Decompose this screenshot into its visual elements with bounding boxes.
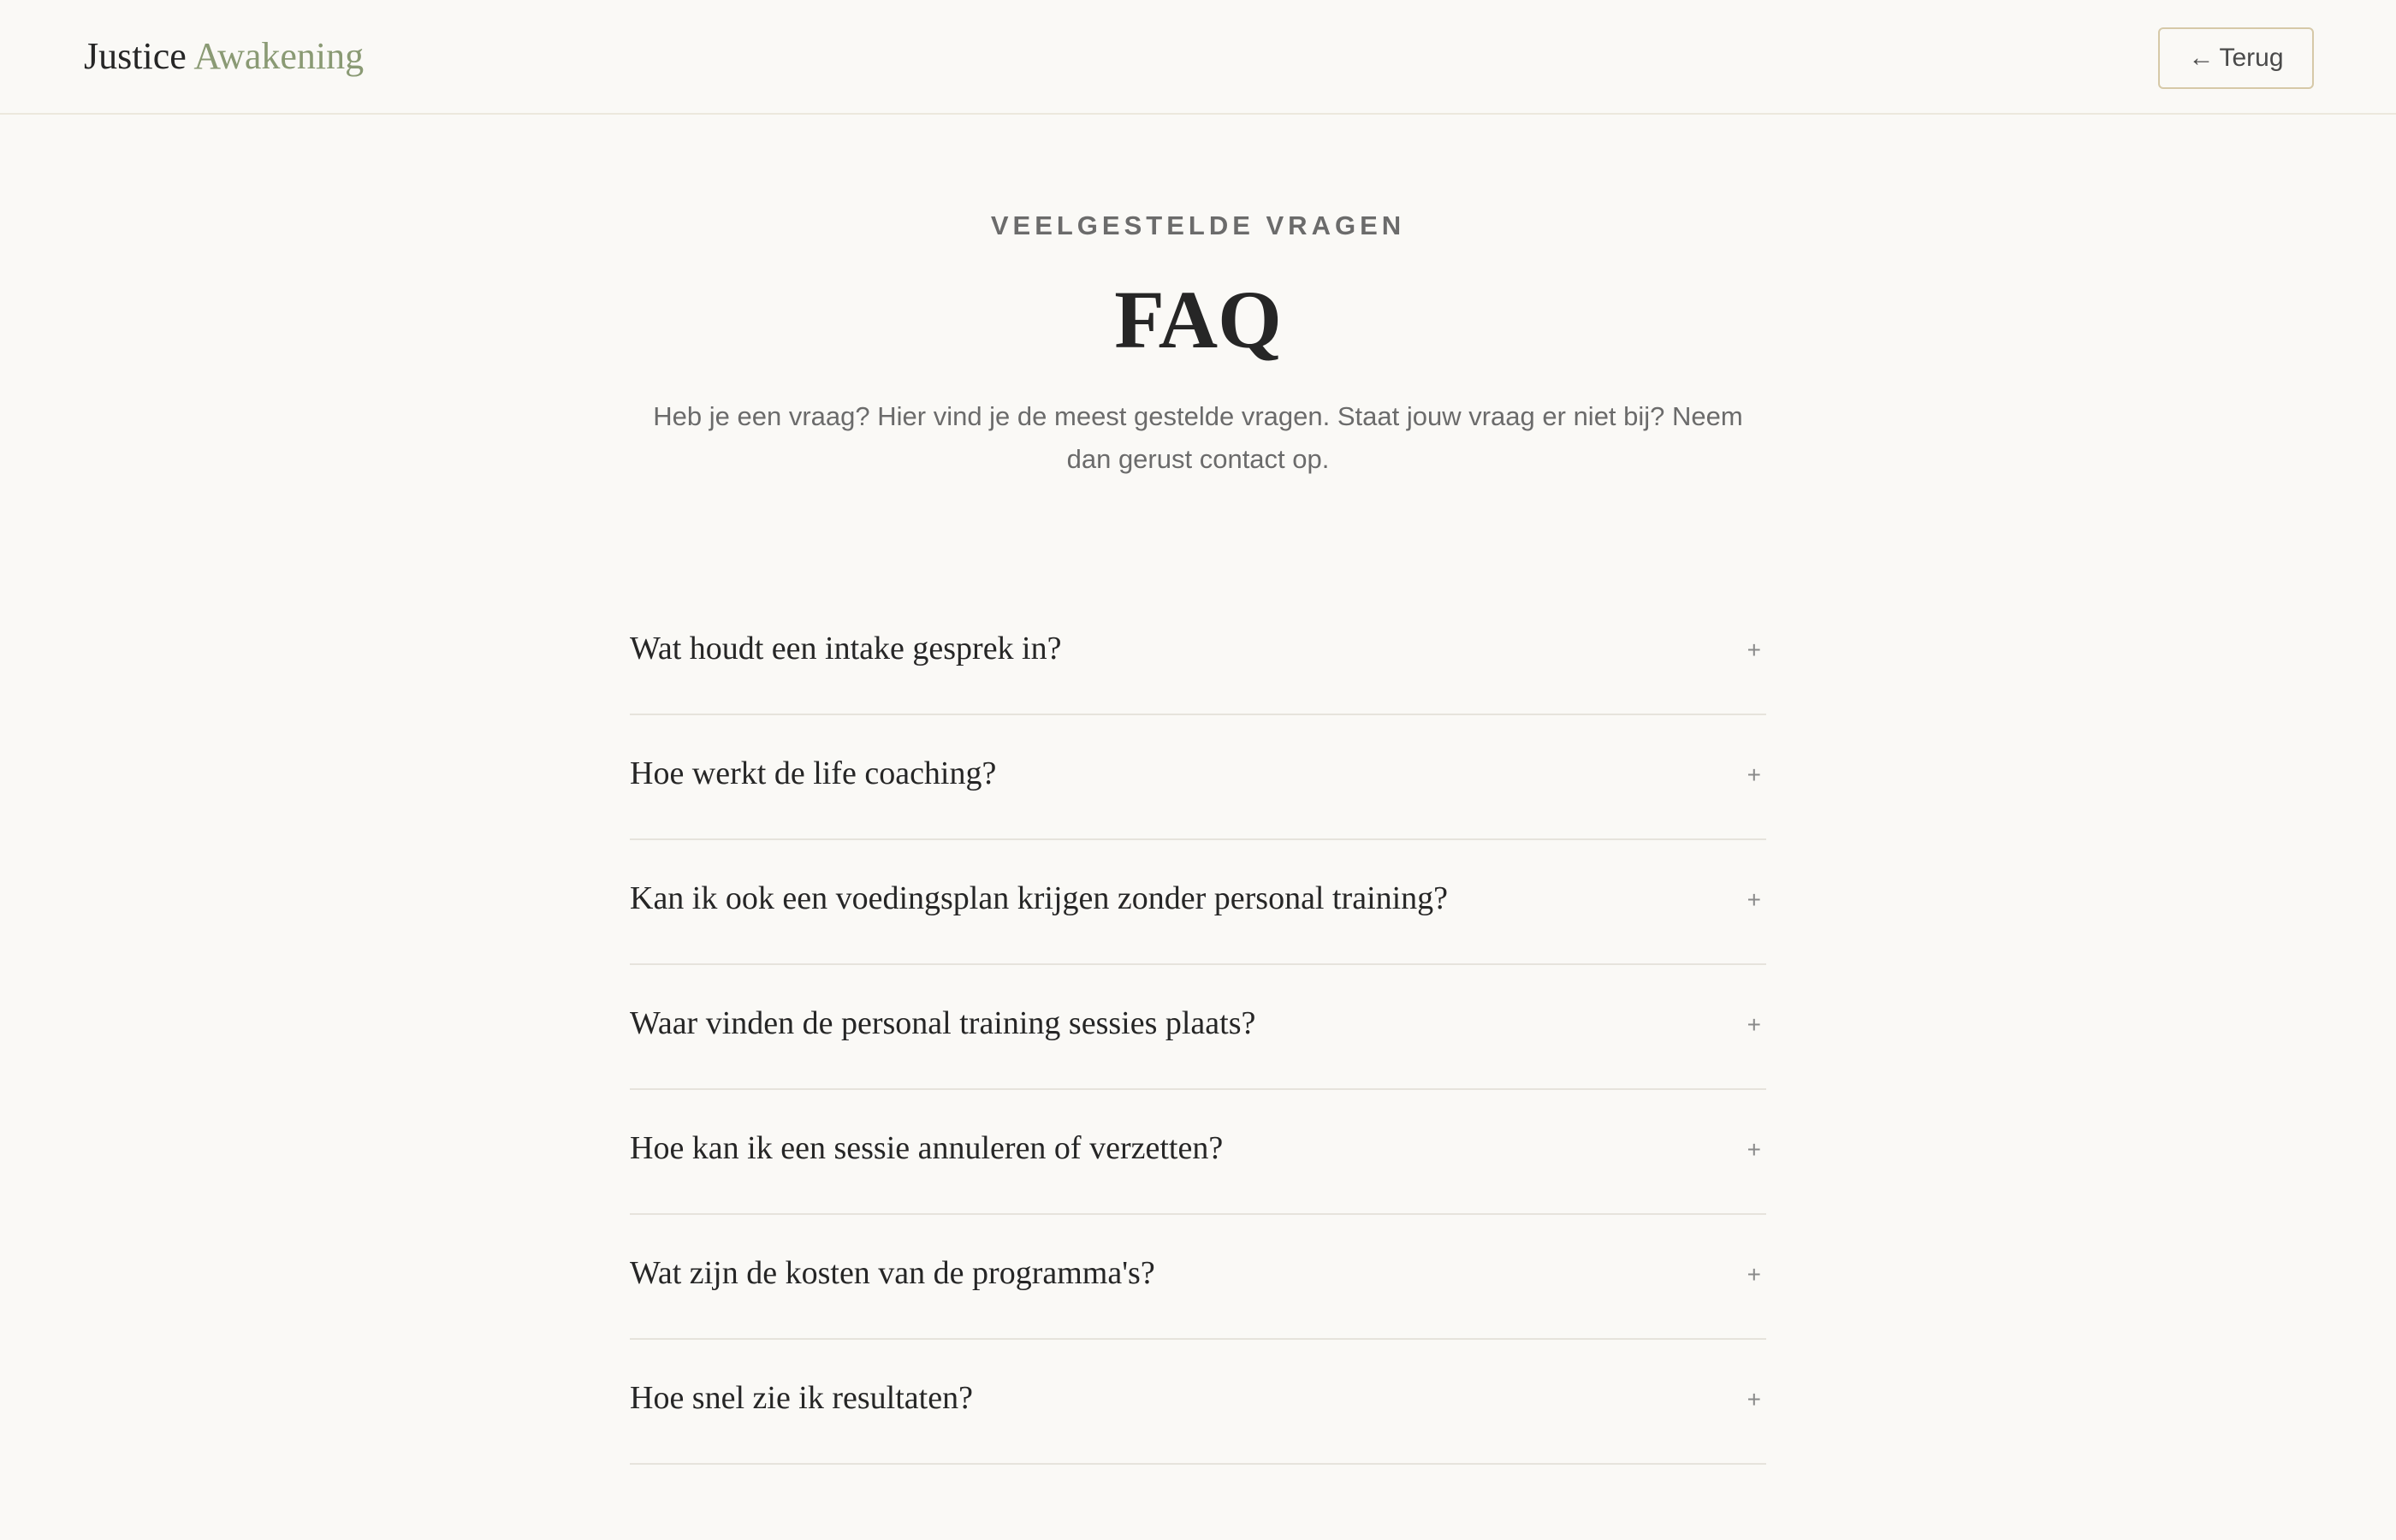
- faq-question: Wat zijn de kosten van de programma's?: [630, 1255, 1155, 1291]
- faq-question: Hoe kan ik een sessie annuleren of verzetten?: [630, 1130, 1224, 1166]
- back-button-label: Terug: [2219, 44, 2284, 72]
- faq-item[interactable]: [630, 1215, 1766, 1340]
- plus-icon[interactable]: +: [1747, 1136, 1761, 1163]
- plus-icon[interactable]: +: [1747, 637, 1761, 663]
- plus-icon[interactable]: +: [1747, 1011, 1761, 1038]
- intro-text: Heb je een vraag? Hier vind je de meest gestelde vragen. Staat jouw vraag er niet bij? Neem dan gerust contact op.: [653, 401, 1743, 474]
- faq-item[interactable]: [630, 840, 1766, 965]
- faq-question: Hoe werkt de life coaching?: [630, 755, 997, 791]
- faq-question: Waar vinden de personal training sessies plaats?: [630, 1005, 1256, 1041]
- faq-item[interactable]: [630, 590, 1766, 715]
- faq-item[interactable]: [630, 715, 1766, 840]
- plus-icon[interactable]: +: [1747, 1386, 1761, 1413]
- faq-item[interactable]: [630, 965, 1766, 1090]
- faq-question: Kan ik ook een voedingsplan krijgen zonder personal training?: [630, 880, 1449, 916]
- page-title: FAQ: [1114, 274, 1282, 365]
- arrow-left-icon: ←: [2188, 44, 2215, 72]
- faq-item[interactable]: [630, 1340, 1766, 1465]
- logo[interactable]: [84, 33, 364, 80]
- faq-list: [630, 590, 1766, 1465]
- site-header: [0, 0, 2396, 115]
- section-eyebrow: VEELGESTELDE VRAGEN: [990, 210, 1406, 240]
- logo-accent-text: Awakening: [193, 35, 365, 77]
- plus-icon[interactable]: +: [1747, 761, 1761, 788]
- logo-primary-text: Justice: [84, 35, 187, 77]
- plus-icon[interactable]: +: [1747, 1261, 1761, 1288]
- faq-question: Wat houdt een intake gesprek in?: [630, 631, 1062, 666]
- faq-item[interactable]: [630, 1090, 1766, 1215]
- plus-icon[interactable]: +: [1747, 886, 1761, 913]
- back-button[interactable]: [2158, 27, 2314, 89]
- faq-question: Hoe snel zie ik resultaten?: [630, 1380, 973, 1416]
